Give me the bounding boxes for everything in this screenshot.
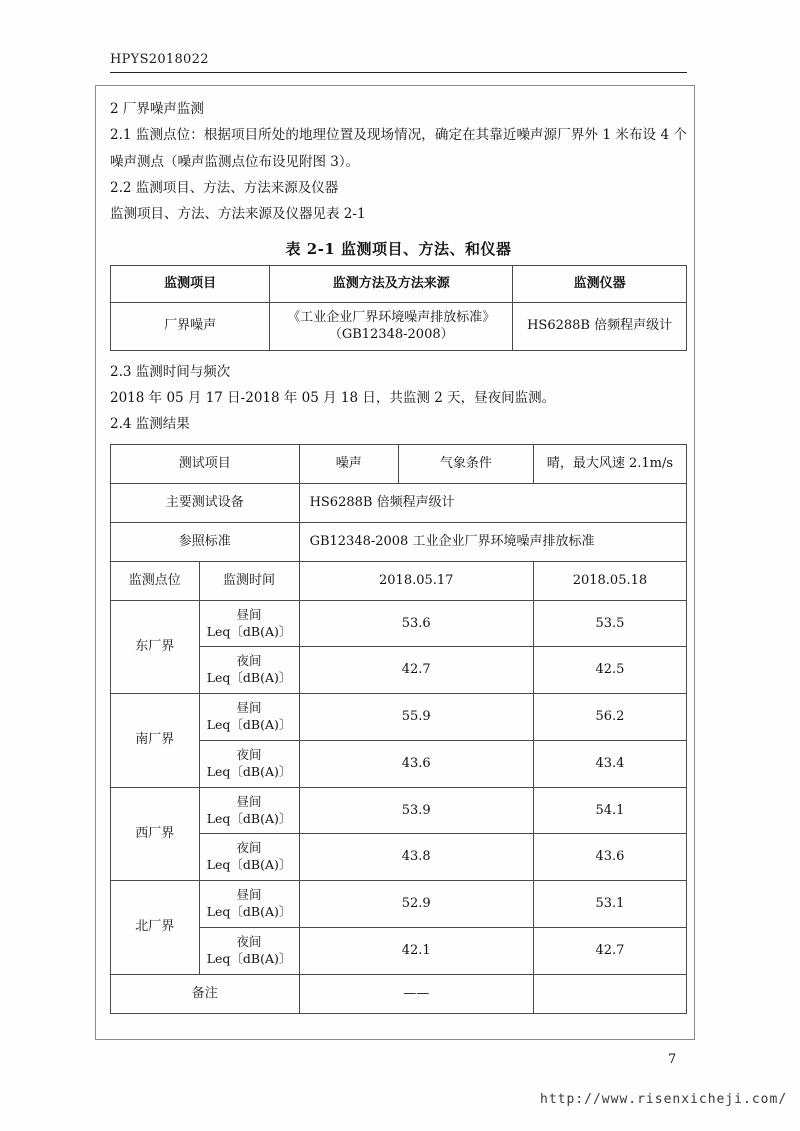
daytime-label-line2: Leq〔dB(A)〕	[206, 810, 292, 826]
night-label-line1: 夜间	[236, 933, 262, 949]
cell-daytime-label	[199, 694, 299, 741]
paragraph-2-2-text: 监测项目、方法、方法来源及仪器见表 2-1	[110, 206, 366, 223]
cell-point-label: 监测点位	[111, 561, 200, 600]
cell-time-label: 监测时间	[199, 561, 299, 600]
cell-weather-value: 晴，最大风速 2.1m/s	[533, 444, 686, 483]
cell-night-label	[199, 740, 299, 787]
cell-test-item-label: 测试项目	[111, 444, 300, 483]
night-label-line1: 夜间	[236, 746, 262, 762]
cell-test-item-value: 噪声	[299, 444, 398, 483]
table-monitoring-results	[110, 444, 687, 1014]
cell-night-label	[199, 647, 299, 694]
cell-day-value-date1: 55.9	[299, 694, 533, 741]
table-row-remark	[111, 974, 687, 1013]
subsection-2-4-title: 2.4 监测结果	[110, 416, 190, 433]
table-2-1	[110, 265, 687, 351]
header-divider	[110, 72, 687, 73]
cell-day-value-date2: 53.1	[533, 881, 686, 928]
page-content	[110, 96, 687, 1014]
daytime-label-line2: Leq〔dB(A)〕	[206, 623, 292, 639]
cell-night-value-date1: 42.7	[299, 647, 533, 694]
daytime-label-line1: 昼间	[236, 887, 262, 903]
method-line-1: 《工业企业厂界环境噪声排放标准》	[287, 309, 496, 325]
cell-standard-label: 参照标准	[111, 522, 300, 561]
watermark-url: http://www.risenxicheji.com/	[540, 1092, 788, 1107]
cell-point-name: 西厂界	[111, 787, 200, 881]
table-row	[111, 302, 687, 350]
header-cell-item: 监测项目	[111, 265, 270, 302]
page-number: 7	[668, 1052, 677, 1067]
cell-daytime-label	[199, 881, 299, 928]
method-line-2: （GB12348-2008）	[328, 327, 454, 343]
paragraph-2-3-text: 2018 年 05 月 17 日-2018 年 05 月 18 日，共监测 2 天，昼夜间监测。	[110, 390, 556, 407]
cell-day-value-date2: 56.2	[533, 694, 686, 741]
table-row	[111, 600, 687, 647]
cell-night-label	[199, 834, 299, 881]
cell-method-value	[270, 302, 513, 350]
cell-standard-value: GB12348-2008 工业企业厂界环境噪声排放标准	[299, 522, 686, 561]
night-label-line2: Leq〔dB(A)〕	[206, 670, 292, 686]
table-2-1-caption: 表 2-1 监测项目、方法、和仪器	[285, 239, 512, 258]
table-row-header	[111, 265, 687, 302]
cell-day-value-date1: 53.9	[299, 787, 533, 834]
table-row-test-item	[111, 444, 687, 483]
table-row-dates	[111, 561, 687, 600]
header-cell-instrument: 监测仪器	[513, 265, 687, 302]
night-label-line2: Leq〔dB(A)〕	[206, 857, 292, 873]
cell-daytime-label	[199, 787, 299, 834]
cell-remark-empty	[533, 974, 686, 1013]
document-id: HPYS2018022	[110, 52, 209, 67]
table-row	[111, 787, 687, 834]
night-label-line2: Leq〔dB(A)〕	[206, 950, 292, 966]
daytime-label-line1: 昼间	[236, 700, 262, 716]
table-row	[111, 881, 687, 928]
daytime-label-line2: Leq〔dB(A)〕	[206, 904, 292, 920]
daytime-label-line1: 昼间	[236, 793, 262, 809]
cell-night-value-date1: 43.6	[299, 740, 533, 787]
cell-weather-label: 气象条件	[398, 444, 533, 483]
section-heading: 2 厂界噪声监测	[110, 101, 204, 117]
cell-day-value-date2: 53.5	[533, 600, 686, 647]
cell-daytime-label	[199, 600, 299, 647]
cell-equipment-label: 主要测试设备	[111, 483, 300, 522]
cell-day-value-date2: 54.1	[533, 787, 686, 834]
cell-night-value-date1: 42.1	[299, 927, 533, 974]
cell-point-name: 东厂界	[111, 600, 200, 694]
table-row	[111, 694, 687, 741]
night-label-line1: 夜间	[236, 653, 262, 669]
cell-night-value-date2: 43.4	[533, 740, 686, 787]
subsection-2-3-title: 2.3 监测时间与频次	[110, 363, 231, 380]
daytime-label-line2: Leq〔dB(A)〕	[206, 717, 292, 733]
cell-point-name: 北厂界	[111, 881, 200, 975]
paragraph-monitoring-points: 2.1 监测点位：根据项目所处的地理位置及现场情况，确定在其靠近噪声源厂界外 1 米布设 4 个噪声测点（噪声监测点位布设见附图 3）。	[110, 127, 687, 170]
cell-night-value-date2: 42.5	[533, 647, 686, 694]
cell-night-value-date1: 43.8	[299, 834, 533, 881]
table-row-standard	[111, 522, 687, 561]
cell-date-1: 2018.05.17	[299, 561, 533, 600]
cell-date-2: 2018.05.18	[533, 561, 686, 600]
cell-day-value-date1: 53.6	[299, 600, 533, 647]
night-label-line1: 夜间	[236, 840, 262, 856]
daytime-label-line1: 昼间	[236, 606, 262, 622]
table-row-equipment	[111, 483, 687, 522]
cell-item-value: 厂界噪声	[111, 302, 270, 350]
subsection-2-2-title: 2.2 监测项目、方法、方法来源及仪器	[110, 179, 339, 196]
cell-point-name: 南厂界	[111, 694, 200, 788]
header-cell-method: 监测方法及方法来源	[270, 265, 513, 302]
cell-night-label	[199, 927, 299, 974]
cell-instrument-value: HS6288B 倍频程声级计	[513, 302, 687, 350]
cell-remark-label: 备注	[111, 974, 300, 1013]
cell-night-value-date2: 42.7	[533, 927, 686, 974]
cell-day-value-date1: 52.9	[299, 881, 533, 928]
night-label-line2: Leq〔dB(A)〕	[206, 763, 292, 779]
cell-night-value-date2: 43.6	[533, 834, 686, 881]
cell-equipment-value: HS6288B 倍频程声级计	[299, 483, 686, 522]
cell-remark-value: ——	[299, 974, 533, 1013]
